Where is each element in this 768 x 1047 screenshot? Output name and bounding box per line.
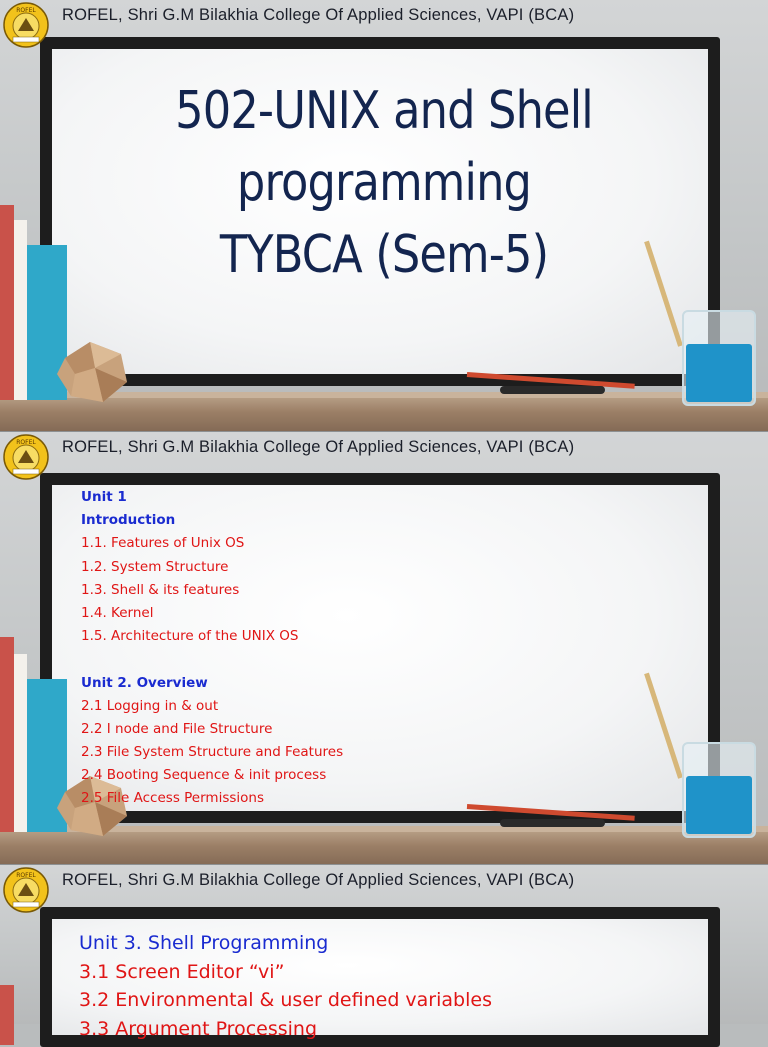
rofel-emblem-icon [3, 867, 49, 913]
svg-text:ROFEL: ROFEL [16, 7, 36, 14]
book-red-icon [0, 985, 14, 1045]
rofel-emblem-icon [3, 2, 49, 48]
college-header [0, 0, 768, 32]
college-header [0, 865, 768, 897]
slide-1 [0, 0, 768, 432]
unit-title: Introduction [81, 512, 176, 529]
marker-icon [500, 819, 605, 827]
list-item: 3.1 Screen Editor “vi” [79, 960, 285, 983]
marker-icon [500, 386, 605, 394]
glass-jar-icon [682, 742, 756, 838]
list-item: 1.5. Architecture of the UNIX OS [81, 628, 299, 645]
syllabus-list [79, 929, 492, 1043]
svg-text:ROFEL: ROFEL [16, 439, 36, 446]
list-item: 2.3 File System Structure and Features [81, 744, 344, 761]
book-white-icon [14, 654, 27, 832]
list-item: 1.4. Kernel [81, 604, 154, 621]
slide-3 [0, 865, 768, 1040]
list-item: 2.5 File Access Permissions [81, 790, 264, 807]
syllabus-list [81, 486, 343, 811]
title-line: 502-UNIX and Shell [175, 81, 593, 141]
glass-jar-icon [682, 310, 756, 406]
list-item: 2.1 Logging in & out [81, 697, 219, 714]
rofel-emblem-icon [3, 434, 49, 480]
list-item: 2.2 I node and File Structure [81, 720, 273, 737]
svg-text:ROFEL: ROFEL [16, 872, 36, 879]
college-name: ROFEL, Shri G.M Bilakhia College Of Applied Sciences, VAPI (BCA) [62, 6, 575, 24]
list-item: 1.2. System Structure [81, 558, 229, 575]
book-red-icon [0, 637, 14, 832]
college-name: ROFEL, Shri G.M Bilakhia College Of Applied Sciences, VAPI (BCA) [62, 871, 575, 889]
unit-title: Unit 2. Overview [81, 674, 208, 691]
college-header [0, 432, 768, 464]
title-line: TYBCA (Sem-5) [219, 225, 549, 285]
list-item: 3.3 Argument Processing [79, 1017, 318, 1040]
slide-2 [0, 432, 768, 865]
unit-label: Unit 1 [81, 489, 127, 505]
unit-title: Unit 3. Shell Programming [79, 932, 329, 954]
list-item: 1.3. Shell & its features [81, 581, 240, 598]
list-item: 3.2 Environmental & user defined variables [79, 989, 492, 1011]
course-title [98, 75, 669, 291]
book-white-icon [14, 220, 27, 400]
list-item: 2.4 Booting Sequence & init process [81, 767, 327, 784]
wooden-polyhedron-icon [55, 340, 130, 405]
list-item: 1.1. Features of Unix OS [81, 535, 245, 552]
college-name: ROFEL, Shri G.M Bilakhia College Of Applied Sciences, VAPI (BCA) [62, 438, 575, 456]
book-red-icon [0, 205, 14, 400]
title-line: programming [236, 153, 532, 213]
